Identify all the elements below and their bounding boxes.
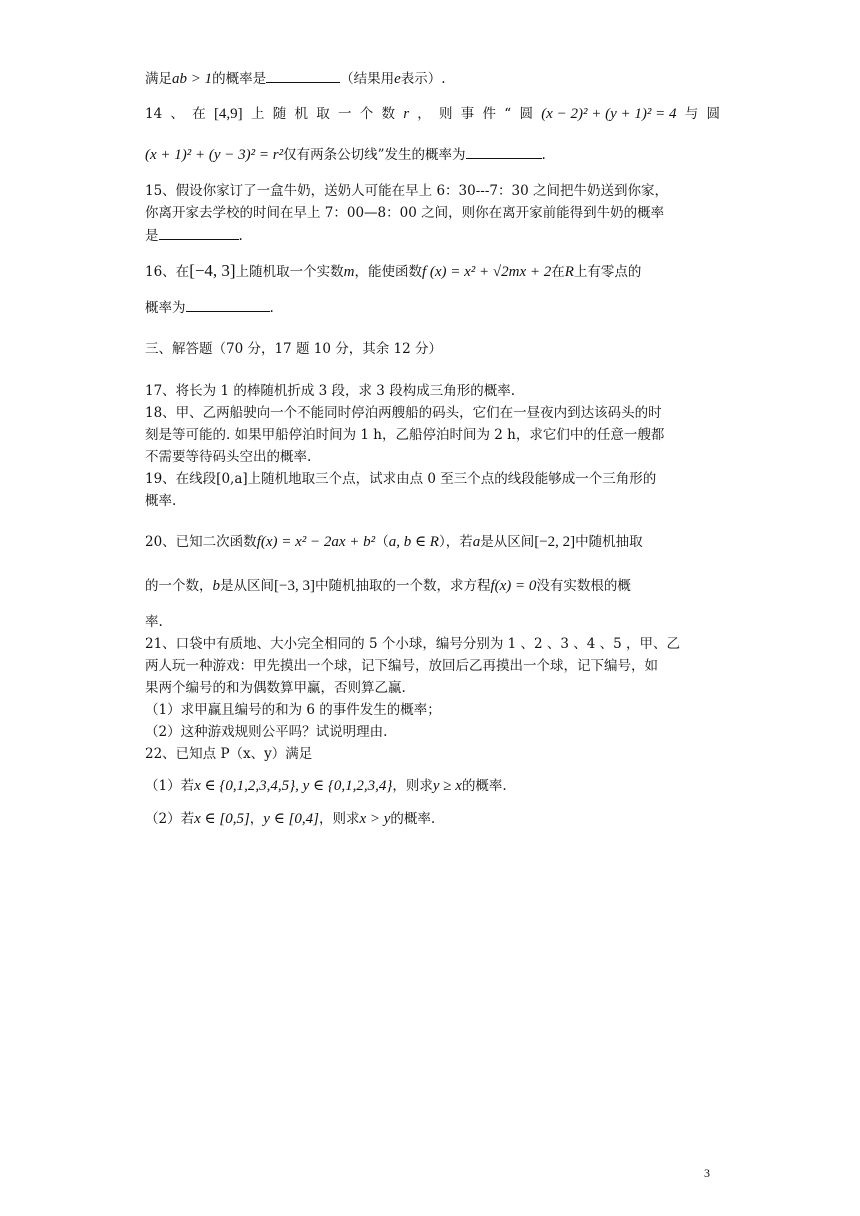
q20-b-symbol: b [212,578,220,594]
q14-token: 、 [170,106,184,122]
q14-token: 个 [359,106,374,122]
q15-line-3 [145,225,720,246]
q19-line-1: 19、在线段[0,a]上随机地取三个点，试求由点 0 至三个点的线段能够成一个三角形的 [145,471,657,487]
q22-text: ，则求 [318,811,360,827]
q15-text: 是 [145,228,159,244]
q20-text: 中随机抽取 [575,534,643,550]
q15-line-1: 15、假设你家订了一盒牛奶，送奶人可能在早上 6：30---7：30 之间把牛奶送到你家， [145,183,668,199]
q14-end: . [541,147,546,163]
q13-condition: ab > 1 [172,71,213,87]
q14-text: 仅有两条公切线”发生的概率为 [283,147,466,163]
q22-text: ，则求 [392,778,433,794]
q22-text: （1）若 [145,778,195,794]
q16-function: f (x) = x² + √2mx + 2 [421,264,552,280]
page-number: 3 [704,1166,710,1180]
q20-interval-b: [−3, 3] [274,578,315,594]
q14-token: “ [504,106,512,122]
q20-text: 是从区间 [220,578,274,594]
q15-end: . [238,228,243,244]
q19-line-2: 概率. [145,493,177,509]
q22-sets: x ∈ {0,1,2,3,4,5}, y ∈ {0,1,2,3,4} [194,778,393,794]
q14-token: 随 [272,106,287,122]
q14-token: 件 [482,106,497,122]
q16-end: . [269,300,274,316]
q15-answer-blank [159,225,239,240]
q14-token: 则 [439,106,453,122]
q21-line-1: 21、口袋中有质地、大小完全相同的 5 个小球，编号分别为 1 、2 、3 、4 、5 ，甲、乙 [145,636,681,652]
q20-line-1 [145,532,720,552]
q13-end: 表示）. [400,71,446,87]
q14-token: 数 [381,106,395,122]
q15-line-2: 你离开家去学校的时间在早上 7：00—8：00 之间，则你在离开家前能得到牛奶的概率 [145,205,665,221]
q14-token: 在 [192,106,206,122]
q16-text: 在 [551,264,565,280]
q18-line-2: 刻是等可能的. 如果甲船停泊时间为 1 h，乙船停泊时间为 2 h，求它们中的任意一艘都 [145,427,665,443]
q20-line-2 [145,576,720,596]
q14-token: 与 [684,106,699,122]
q16-line-2 [145,297,720,318]
q22-line-1: 22、已知点 P（x、y）满足 [145,746,313,762]
q20-text: 20、已知二次函数 [145,534,257,550]
q13-prefix: 满足 [145,71,172,87]
q20-equation: f(x) = 0 [490,578,537,594]
q17-line: 17、将长为 1 的棒随机折成 3 段，求 3 段构成三角形的概率. [145,383,515,399]
q20-ab-domain: a, b ∈ R [388,534,439,550]
q13-suffix: （结果用 [340,71,395,87]
q22-sub-1 [145,776,720,796]
q14-token: 上 [250,106,265,122]
q22-y-interval: y ∈ [0,4] [263,811,319,827]
q18-line-1: 18、甲、乙两船驶向一个不能同时停泊两艘船的码头，它们在一昼夜内到达该码头的时 [145,405,662,421]
q14-circle2-equation: (x + 1)² + (y − 3)² = r² [145,147,284,163]
q16-m-symbol: m [343,264,355,280]
q16-line-1 [145,261,720,282]
q14-token: ， [417,106,431,122]
q14-interval: [4,9] [213,106,243,122]
q13-e-symbol: e [394,71,401,87]
q18-line-3: 不需要等待码头空出的概率. [145,449,312,465]
q16-answer-blank [186,297,270,312]
q20-text: 没有实数根的概 [536,578,631,594]
q14-token: 事 [460,106,475,122]
q14-token: 机 [294,106,308,122]
q16-text: 上随机取一个实数 [235,264,344,280]
q22-text: 的概率. [390,811,436,827]
q14-circle1-equation: (x − 2)² + (y + 1)² = 4 [541,106,677,122]
q21-sub-2: （2）这种游戏规则公平吗？试说明理由. [145,724,388,740]
q14-line-1 [145,104,720,124]
q20-text: ），若 [438,534,473,550]
q14-token: 圆 [519,106,533,122]
q13-answer-blank [266,68,340,83]
section-3-heading: 三、解答题（70 分，17 题 10 分，其余 12 分） [145,341,442,357]
q13-tail-line [145,68,720,89]
q22-x-interval: x ∈ [0,5] [194,811,250,827]
q21-line-2: 两人玩一种游戏：甲先摸出一个球，记下编号，放回后乙再摸出一个球，记下编号，如 [145,658,658,674]
q14-answer-blank [466,144,542,159]
q20-a-symbol: a [472,534,481,550]
q14-token: 圆 [706,106,720,122]
q22-condition-1: y ≥ x [432,778,462,794]
q20-interval-a: [−2, 2] [534,534,576,550]
q20-text: 中随机抽取的一个数，求方程 [314,578,491,594]
q20-text: 是从区间 [480,534,535,550]
q16-text: 16、在 [145,264,190,280]
q20-line-3: 率. [145,614,163,630]
q21-sub-1: （1）求甲赢且编号的和为 6 的事件发生的概率； [145,702,441,718]
q14-line-2 [145,144,720,165]
q22-text: 的概率. [461,778,507,794]
q16-text: ，能使函数 [354,264,422,280]
q22-text: （2）若 [145,811,195,827]
q22-text: ， [249,811,264,827]
q14-token: 一 [337,106,352,122]
q14-number: 14 [145,106,163,122]
q16-text: 上有零点的 [573,264,642,280]
q14-r-symbol: r [403,106,410,122]
q20-function: f(x) = x² − 2ax + b² [256,534,376,550]
q22-sub-2 [145,809,720,829]
q21-line-3: 果两个编号的和为偶数算甲赢，否则算乙赢. [145,680,406,696]
q16-interval: [−4, 3] [189,261,236,280]
q20-text: （ [375,534,389,550]
q16-text: 概率为 [145,300,186,316]
q13-mid: 的概率是 [212,71,267,87]
q14-token: 取 [316,106,330,122]
q16-R-symbol: R [564,264,574,280]
q22-condition-2: x > y [359,811,391,827]
q20-text: 的一个数， [145,578,213,594]
